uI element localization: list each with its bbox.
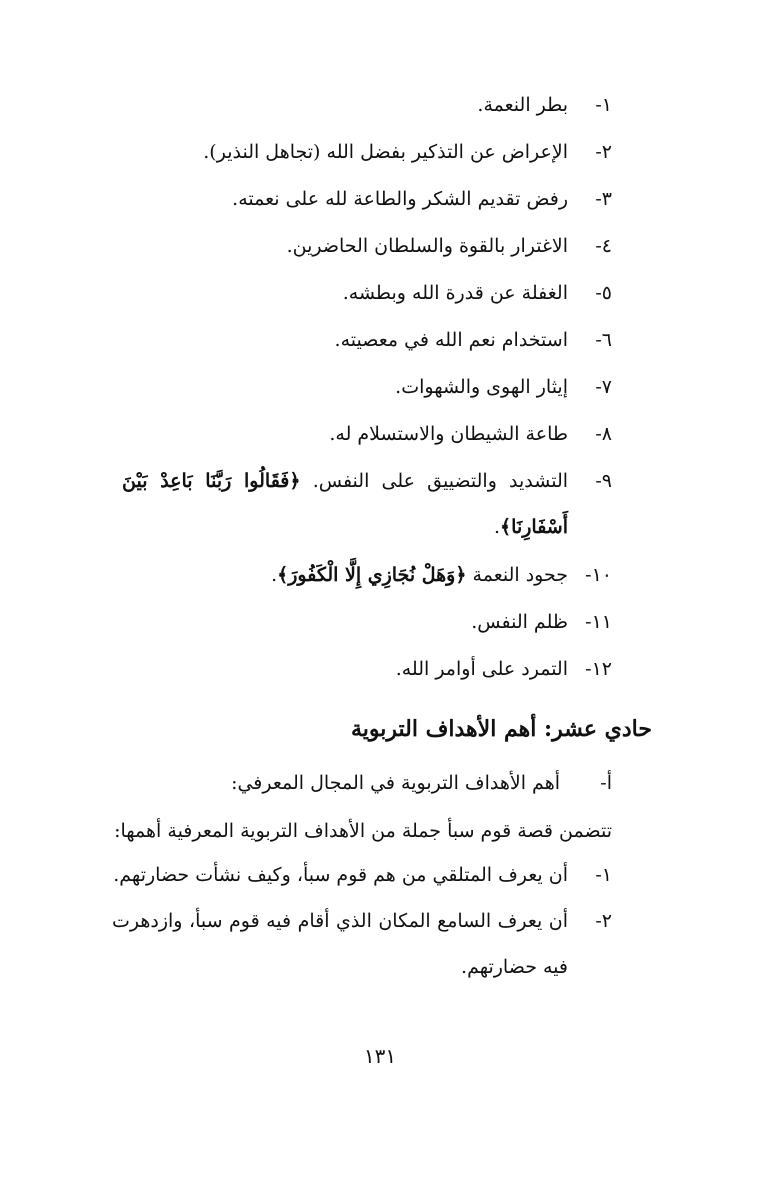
list-item <box>122 329 612 376</box>
item-text: إيثار الهوى والشهوات. <box>395 376 568 398</box>
item-punctuation: . <box>271 564 278 586</box>
item-text: التشديد والتضييق على النفس. <box>312 470 569 492</box>
item-number: ١- <box>595 94 612 116</box>
list-item <box>122 611 612 658</box>
item-number: ٩- <box>595 470 612 492</box>
item-number: ٥- <box>595 282 612 304</box>
item-number: ٤- <box>595 235 612 257</box>
intro-paragraph: تتضمن قصة قوم سبأ جملة من الأهداف التربوية المعرفية أهمها: <box>114 820 612 842</box>
item-text: الاغترار بالقوة والسلطان الحاضرين. <box>286 235 568 257</box>
list-item <box>122 282 612 329</box>
list-item <box>122 470 612 564</box>
item-number: ١١- <box>585 611 612 633</box>
item-punctuation: . <box>493 516 501 538</box>
item-number: ٦- <box>595 329 612 351</box>
item-text: ظلم النفس. <box>471 611 568 633</box>
item-number: ١٢- <box>585 658 612 680</box>
list-item <box>122 94 612 141</box>
reasons-list <box>122 94 612 705</box>
item-text: أن يعرف المتلقي من هم قوم سبأ، وكيف نشأت حضارتهم. <box>113 864 568 886</box>
quran-quote: ﴿وَهَلْ نُجَازِي إِلَّا الْكَفُورَ﴾ <box>277 564 467 586</box>
item-text: طاعة الشيطان والاستسلام له. <box>329 423 568 445</box>
page-number: ١٣١ <box>363 1044 397 1068</box>
list-item <box>122 376 612 423</box>
item-number: ١- <box>595 864 612 886</box>
list-item <box>122 235 612 282</box>
subsection-letter: أ- <box>600 772 612 794</box>
quran-quote: ﴿فَقَالُوا رَبَّنَا بَاعِدْ بَيْنَ أَسْفَارِنَا﴾ <box>122 470 568 538</box>
subsection-heading <box>231 772 612 794</box>
subsection-text: أهم الأهداف التربوية في المجال المعرفي: <box>231 772 560 794</box>
goals-list <box>112 864 612 1006</box>
list-item <box>112 910 612 1006</box>
item-number: ١٠- <box>585 564 612 586</box>
item-number: ٨- <box>595 423 612 445</box>
item-number: ٣- <box>595 188 612 210</box>
list-item <box>122 188 612 235</box>
item-number: ٧- <box>595 376 612 398</box>
item-text: بطر النعمة. <box>477 94 568 116</box>
item-text: التمرد على أوامر الله. <box>395 658 568 680</box>
list-item <box>122 658 612 705</box>
item-text: أن يعرف السامع المكان الذي أقام فيه قوم سبأ، وازدهرت فيه حضارتهم. <box>112 910 568 978</box>
item-number: ٢- <box>595 910 612 932</box>
list-item <box>122 141 612 188</box>
item-text-with-quote <box>122 564 568 586</box>
item-text: جحود النعمة <box>472 564 568 586</box>
list-item <box>122 564 612 611</box>
item-text: استخدام نعم الله في معصيته. <box>334 329 568 351</box>
item-text-with-quote <box>122 458 568 550</box>
item-text: الإعراض عن التذكير بفضل الله (تجاهل النذير). <box>203 141 568 163</box>
section-heading: حادي عشر: أهم الأهداف التربوية <box>350 716 652 742</box>
item-text: رفض تقديم الشكر والطاعة لله على نعمته. <box>232 188 568 210</box>
item-text: الغفلة عن قدرة الله وبطشه. <box>342 282 568 304</box>
item-number: ٢- <box>595 141 612 163</box>
